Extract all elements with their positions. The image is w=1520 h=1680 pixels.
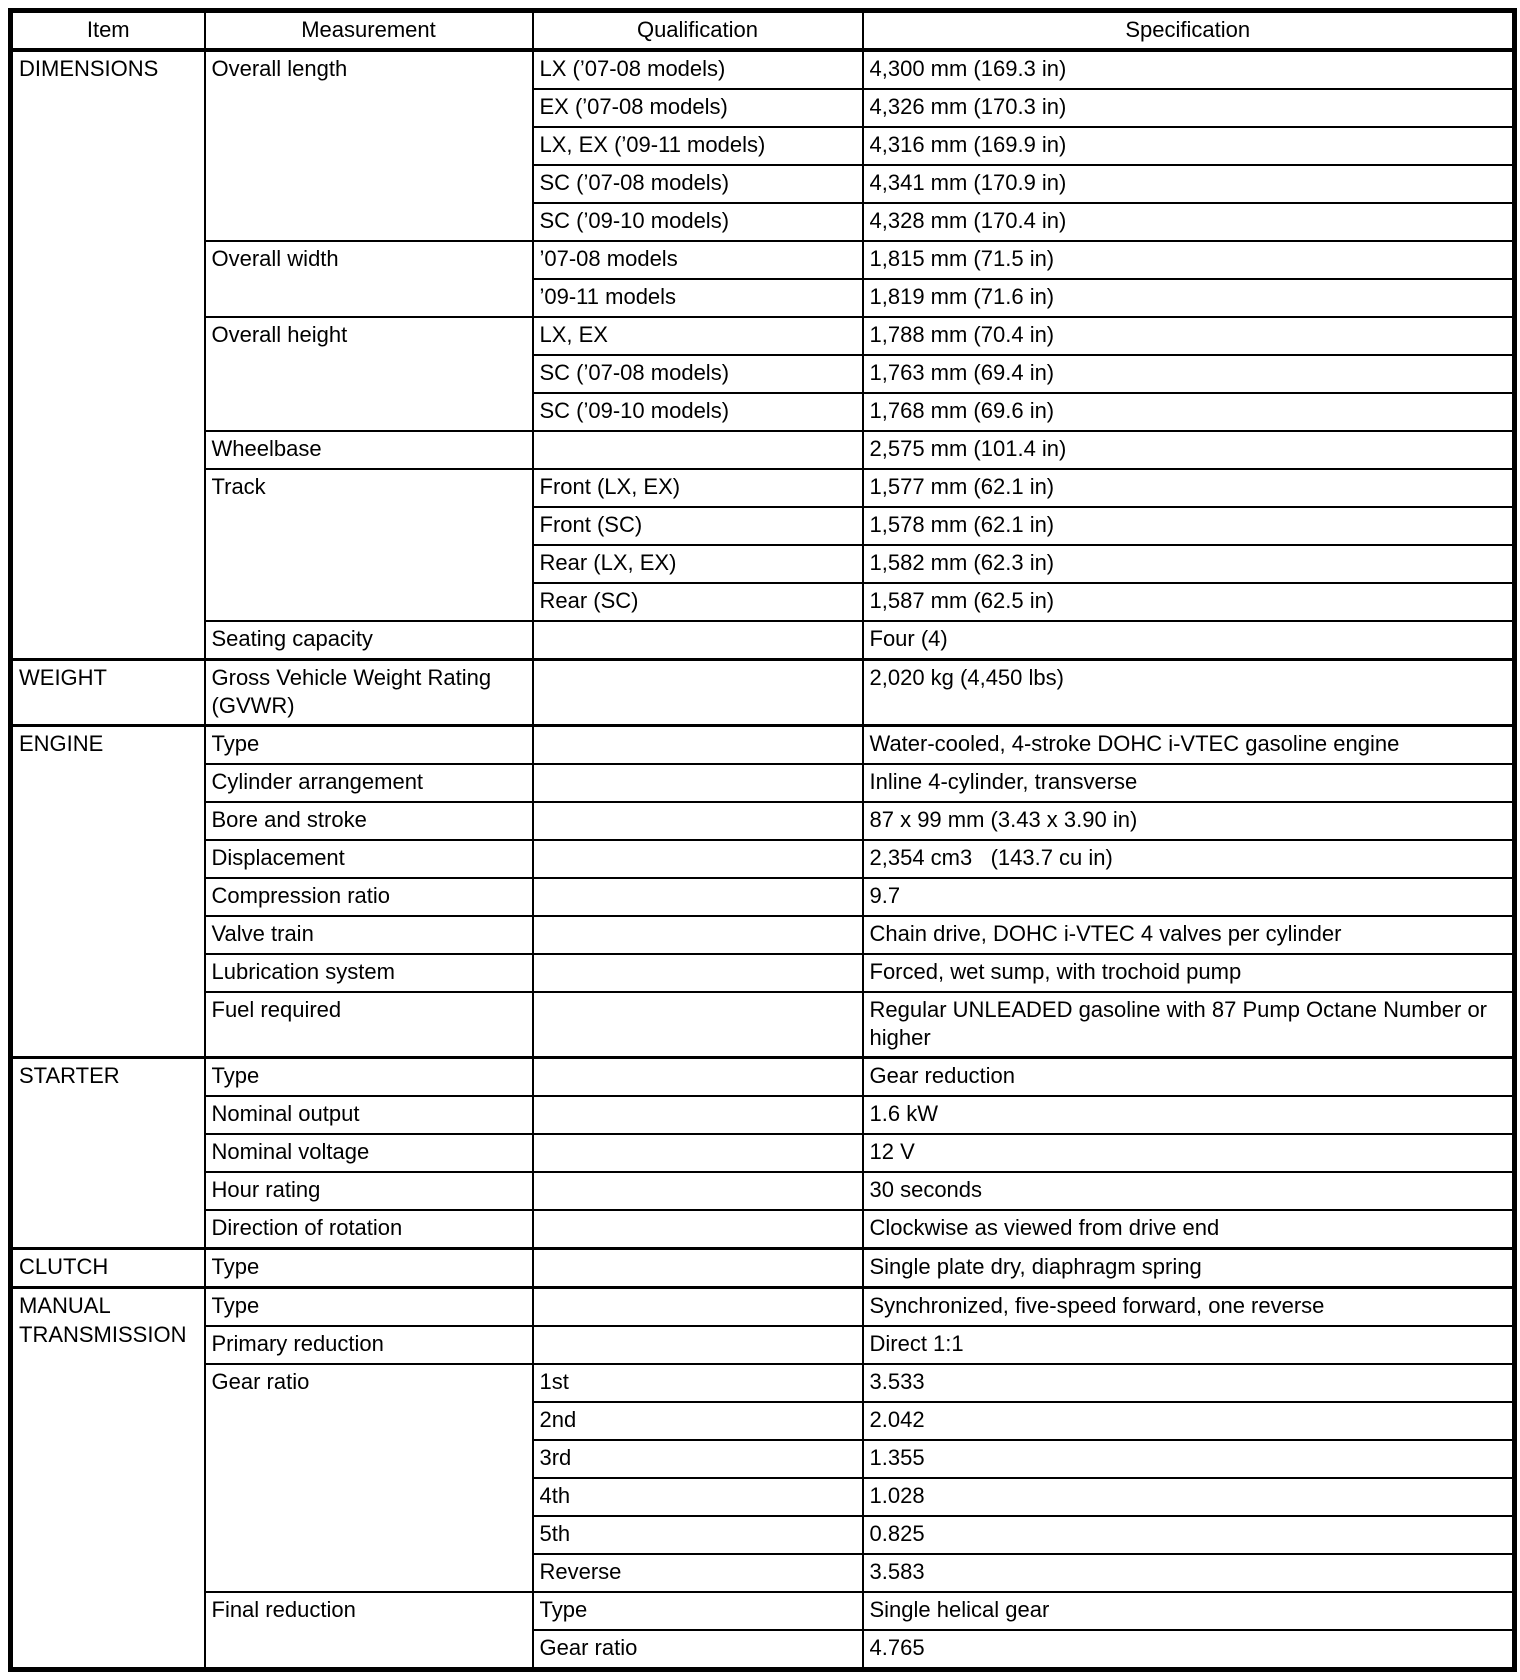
specification-cell: 4,328 mm (170.4 in) xyxy=(863,203,1515,241)
table-row xyxy=(11,469,1515,507)
specification-cell: 2,354 cm3 (143.7 cu in) xyxy=(863,840,1515,878)
qualification-cell: LX (’07-08 models) xyxy=(533,50,863,89)
measurement-cell: Nominal output xyxy=(205,1096,533,1134)
qualification-cell: SC (’07-08 models) xyxy=(533,165,863,203)
table-row xyxy=(11,1172,1515,1210)
column-header-qualification: Qualification xyxy=(533,11,863,50)
table-row xyxy=(11,840,1515,878)
measurement-cell: Fuel required xyxy=(205,992,533,1058)
qualification-cell xyxy=(533,659,863,725)
qualification-cell: Rear (LX, EX) xyxy=(533,545,863,583)
specification-cell: 2.042 xyxy=(863,1402,1515,1440)
table-row xyxy=(11,1057,1515,1096)
measurement-cell: Seating capacity xyxy=(205,621,533,660)
table-row xyxy=(11,802,1515,840)
column-header-specification: Specification xyxy=(863,11,1515,50)
measurement-cell: Overall height xyxy=(205,317,533,431)
specification-cell: 1.028 xyxy=(863,1478,1515,1516)
qualification-cell xyxy=(533,878,863,916)
qualification-cell: Gear ratio xyxy=(533,1630,863,1670)
specification-cell: Four (4) xyxy=(863,621,1515,660)
qualification-cell xyxy=(533,621,863,660)
table-row xyxy=(11,1210,1515,1249)
table-row xyxy=(11,1248,1515,1287)
specification-cell: 1,788 mm (70.4 in) xyxy=(863,317,1515,355)
measurement-cell: Overall width xyxy=(205,241,533,317)
item-cell: STARTER xyxy=(11,1057,205,1248)
qualification-cell: 3rd xyxy=(533,1440,863,1478)
measurement-cell: Direction of rotation xyxy=(205,1210,533,1249)
measurement-cell: Primary reduction xyxy=(205,1326,533,1364)
qualification-cell: Reverse xyxy=(533,1554,863,1592)
specification-cell: 0.825 xyxy=(863,1516,1515,1554)
specification-cell: 1,578 mm (62.1 in) xyxy=(863,507,1515,545)
specification-cell: 4,316 mm (169.9 in) xyxy=(863,127,1515,165)
measurement-cell: Gear ratio xyxy=(205,1364,533,1592)
qualification-cell xyxy=(533,1172,863,1210)
specification-cell: 1,819 mm (71.6 in) xyxy=(863,279,1515,317)
specification-cell: Regular UNLEADED gasoline with 87 Pump Octane Number or higher xyxy=(863,992,1515,1058)
item-cell: ENGINE xyxy=(11,725,205,1057)
specification-cell: 30 seconds xyxy=(863,1172,1515,1210)
qualification-cell: LX, EX (’09-11 models) xyxy=(533,127,863,165)
specification-cell: 1,768 mm (69.6 in) xyxy=(863,393,1515,431)
item-cell: DIMENSIONS xyxy=(11,50,205,660)
qualification-cell: 2nd xyxy=(533,1402,863,1440)
specification-cell: 1,582 mm (62.3 in) xyxy=(863,545,1515,583)
specification-cell: 1.6 kW xyxy=(863,1096,1515,1134)
qualification-cell: Type xyxy=(533,1592,863,1630)
measurement-cell: Overall length xyxy=(205,50,533,241)
item-cell: MANUAL TRANSMISSION xyxy=(11,1287,205,1669)
specification-cell: 1,763 mm (69.4 in) xyxy=(863,355,1515,393)
measurement-cell: Type xyxy=(205,1287,533,1326)
specification-cell: 1.355 xyxy=(863,1440,1515,1478)
specification-cell: 2,020 kg (4,450 lbs) xyxy=(863,659,1515,725)
measurement-cell: Type xyxy=(205,725,533,764)
qualification-cell: LX, EX xyxy=(533,317,863,355)
qualification-cell: 1st xyxy=(533,1364,863,1402)
specification-cell: 2,575 mm (101.4 in) xyxy=(863,431,1515,469)
table-row xyxy=(11,1134,1515,1172)
specification-cell: Water-cooled, 4-stroke DOHC i-VTEC gasoline engine xyxy=(863,725,1515,764)
specification-cell: 87 x 99 mm (3.43 x 3.90 in) xyxy=(863,802,1515,840)
qualification-cell: SC (’07-08 models) xyxy=(533,355,863,393)
specification-cell: Single helical gear xyxy=(863,1592,1515,1630)
specification-cell: Direct 1:1 xyxy=(863,1326,1515,1364)
measurement-cell: Final reduction xyxy=(205,1592,533,1670)
measurement-cell: Lubrication system xyxy=(205,954,533,992)
qualification-cell xyxy=(533,431,863,469)
specification-cell: 1,815 mm (71.5 in) xyxy=(863,241,1515,279)
specification-cell: 4.765 xyxy=(863,1630,1515,1670)
specification-cell: Gear reduction xyxy=(863,1057,1515,1096)
qualification-cell: 5th xyxy=(533,1516,863,1554)
specification-cell: 1,587 mm (62.5 in) xyxy=(863,583,1515,621)
table-row xyxy=(11,992,1515,1058)
table-row xyxy=(11,725,1515,764)
qualification-cell: Front (LX, EX) xyxy=(533,469,863,507)
measurement-cell: Type xyxy=(205,1248,533,1287)
table-row xyxy=(11,878,1515,916)
qualification-cell xyxy=(533,1248,863,1287)
specification-cell: Synchronized, five-speed forward, one reverse xyxy=(863,1287,1515,1326)
qualification-cell: Rear (SC) xyxy=(533,583,863,621)
table-row xyxy=(11,50,1515,89)
table-row xyxy=(11,764,1515,802)
qualification-cell xyxy=(533,840,863,878)
specification-cell: Chain drive, DOHC i-VTEC 4 valves per cylinder xyxy=(863,916,1515,954)
measurement-cell: Wheelbase xyxy=(205,431,533,469)
qualification-cell xyxy=(533,954,863,992)
specification-cell: 3.583 xyxy=(863,1554,1515,1592)
table-row xyxy=(11,1287,1515,1326)
measurement-cell: Cylinder arrangement xyxy=(205,764,533,802)
specification-cell: Clockwise as viewed from drive end xyxy=(863,1210,1515,1249)
measurement-cell: Compression ratio xyxy=(205,878,533,916)
table-row xyxy=(11,1326,1515,1364)
specification-cell: 4,326 mm (170.3 in) xyxy=(863,89,1515,127)
specification-cell: Forced, wet sump, with trochoid pump xyxy=(863,954,1515,992)
specification-cell: Single plate dry, diaphragm spring xyxy=(863,1248,1515,1287)
qualification-cell xyxy=(533,1134,863,1172)
specification-cell: 4,341 mm (170.9 in) xyxy=(863,165,1515,203)
qualification-cell: EX (’07-08 models) xyxy=(533,89,863,127)
table-header-row xyxy=(11,11,1515,50)
table-row xyxy=(11,621,1515,660)
qualification-cell: ’07-08 models xyxy=(533,241,863,279)
specification-cell: Inline 4-cylinder, transverse xyxy=(863,764,1515,802)
specification-cell: 12 V xyxy=(863,1134,1515,1172)
qualification-cell: ’09-11 models xyxy=(533,279,863,317)
specification-cell: 9.7 xyxy=(863,878,1515,916)
qualification-cell xyxy=(533,1326,863,1364)
qualification-cell: 4th xyxy=(533,1478,863,1516)
measurement-cell: Bore and stroke xyxy=(205,802,533,840)
measurement-cell: Nominal voltage xyxy=(205,1134,533,1172)
qualification-cell: SC (’09-10 models) xyxy=(533,393,863,431)
specification-cell: 1,577 mm (62.1 in) xyxy=(863,469,1515,507)
measurement-cell: Valve train xyxy=(205,916,533,954)
table-row xyxy=(11,1364,1515,1402)
table-row xyxy=(11,241,1515,279)
document-page xyxy=(8,8,1512,1672)
qualification-cell xyxy=(533,1096,863,1134)
qualification-cell xyxy=(533,1287,863,1326)
qualification-cell xyxy=(533,992,863,1058)
measurement-cell: Displacement xyxy=(205,840,533,878)
qualification-cell xyxy=(533,1210,863,1249)
qualification-cell xyxy=(533,802,863,840)
qualification-cell xyxy=(533,764,863,802)
qualification-cell xyxy=(533,916,863,954)
table-row xyxy=(11,954,1515,992)
table-row xyxy=(11,431,1515,469)
specification-cell: 4,300 mm (169.3 in) xyxy=(863,50,1515,89)
qualification-cell: SC (’09-10 models) xyxy=(533,203,863,241)
qualification-cell xyxy=(533,1057,863,1096)
specification-cell: 3.533 xyxy=(863,1364,1515,1402)
table-row xyxy=(11,1592,1515,1630)
table-row xyxy=(11,659,1515,725)
measurement-cell: Track xyxy=(205,469,533,621)
qualification-cell: Front (SC) xyxy=(533,507,863,545)
measurement-cell: Type xyxy=(205,1057,533,1096)
table-row xyxy=(11,317,1515,355)
column-header-item: Item xyxy=(11,11,205,50)
measurement-cell: Hour rating xyxy=(205,1172,533,1210)
table-row xyxy=(11,916,1515,954)
item-cell: WEIGHT xyxy=(11,659,205,725)
qualification-cell xyxy=(533,725,863,764)
table-row xyxy=(11,1096,1515,1134)
measurement-cell: Gross Vehicle Weight Rating (GVWR) xyxy=(205,659,533,725)
column-header-measurement: Measurement xyxy=(205,11,533,50)
vehicle-specifications-table xyxy=(8,8,1517,1672)
item-cell: CLUTCH xyxy=(11,1248,205,1287)
